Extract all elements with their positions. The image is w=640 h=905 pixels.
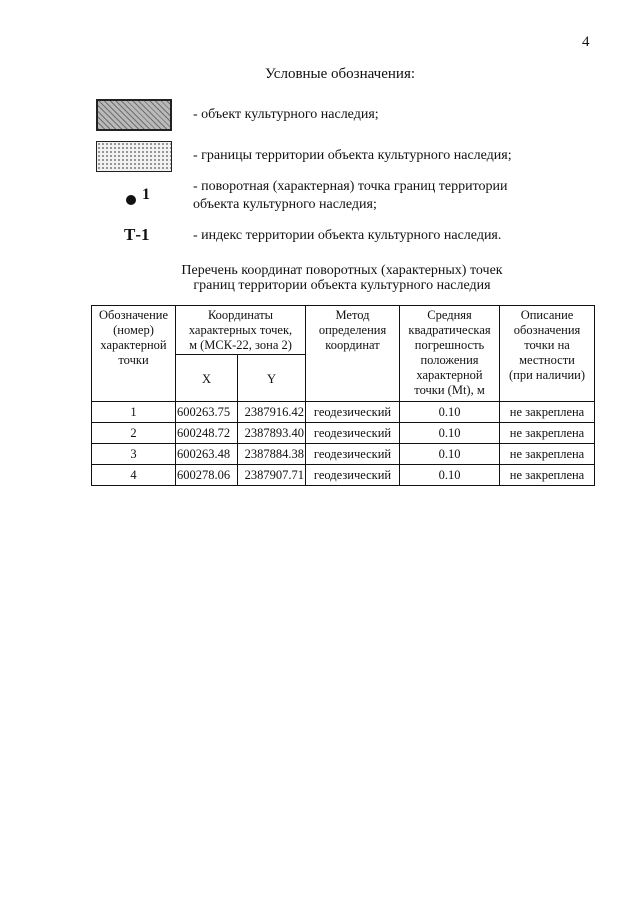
legend-text-heritage-object: - объект культурного наследия; [193,107,379,122]
heritage-object-symbol [96,99,172,131]
page-number: 4 [582,34,590,50]
cell-error: 0.10 [400,465,500,486]
table-title [90,263,594,293]
cell-error: 0.10 [400,444,500,465]
header-designation: Обозначение (номер) характерной точки [92,306,176,402]
cell-desc: не закреплена [500,423,595,444]
cell-y: 2387884.38 [238,444,306,465]
legend-text-territory-boundary: - границы территории объекта культурного наследия; [193,148,512,163]
cell-x: 600248.72 [176,423,238,444]
table-title-line1: Перечень координат поворотных (характерных) точек [181,263,503,278]
point-marker-number: 1 [142,186,150,203]
header-error: Средняя квадратическая погрешность положения характерной точки (Mt), м [400,306,500,402]
header-coordinates: Координаты характерных точек, м (МСК-22, зона 2) [176,306,306,355]
legend-text-point-line1: - поворотная (характерная) точка границ территории [193,179,508,194]
header-description: Описание обозначения точки на местности (при наличии) [500,306,595,402]
territory-boundary-symbol [96,141,172,172]
cell-method: геодезический [306,402,400,423]
table-row [92,444,595,465]
header-x: X [176,355,238,402]
cell-error: 0.10 [400,402,500,423]
table-row [92,423,595,444]
table-row [92,402,595,423]
cell-desc: не закреплена [500,444,595,465]
cell-x: 600263.48 [176,444,238,465]
header-y: Y [238,355,306,402]
cell-num: 4 [92,465,176,486]
cell-method: геодезический [306,444,400,465]
cell-desc: не закреплена [500,402,595,423]
legend-text-point [193,178,508,214]
cell-error: 0.10 [400,423,500,444]
cell-y: 2387907.71 [238,465,306,486]
header-method: Метод определения координат [306,306,400,402]
legend-text-territory-index: - индекс территории объекта культурного наследия. [193,228,502,243]
cell-x: 600263.75 [176,402,238,423]
cell-num: 1 [92,402,176,423]
cell-y: 2387893.40 [238,423,306,444]
cell-x: 600278.06 [176,465,238,486]
table-title-line2: границ территории объекта культурного наследия [193,278,491,293]
table-row [92,465,595,486]
cell-desc: не закреплена [500,465,595,486]
cell-method: геодезический [306,423,400,444]
cell-y: 2387916.42 [238,402,306,423]
point-marker-icon [126,195,136,205]
cell-num: 2 [92,423,176,444]
legend-title: Условные обозначения: [264,66,416,82]
territory-index-symbol: Т-1 [124,225,150,244]
cell-num: 3 [92,444,176,465]
coordinates-table [91,305,595,486]
legend-text-point-line2: объекта культурного наследия; [193,197,377,212]
cell-method: геодезический [306,465,400,486]
